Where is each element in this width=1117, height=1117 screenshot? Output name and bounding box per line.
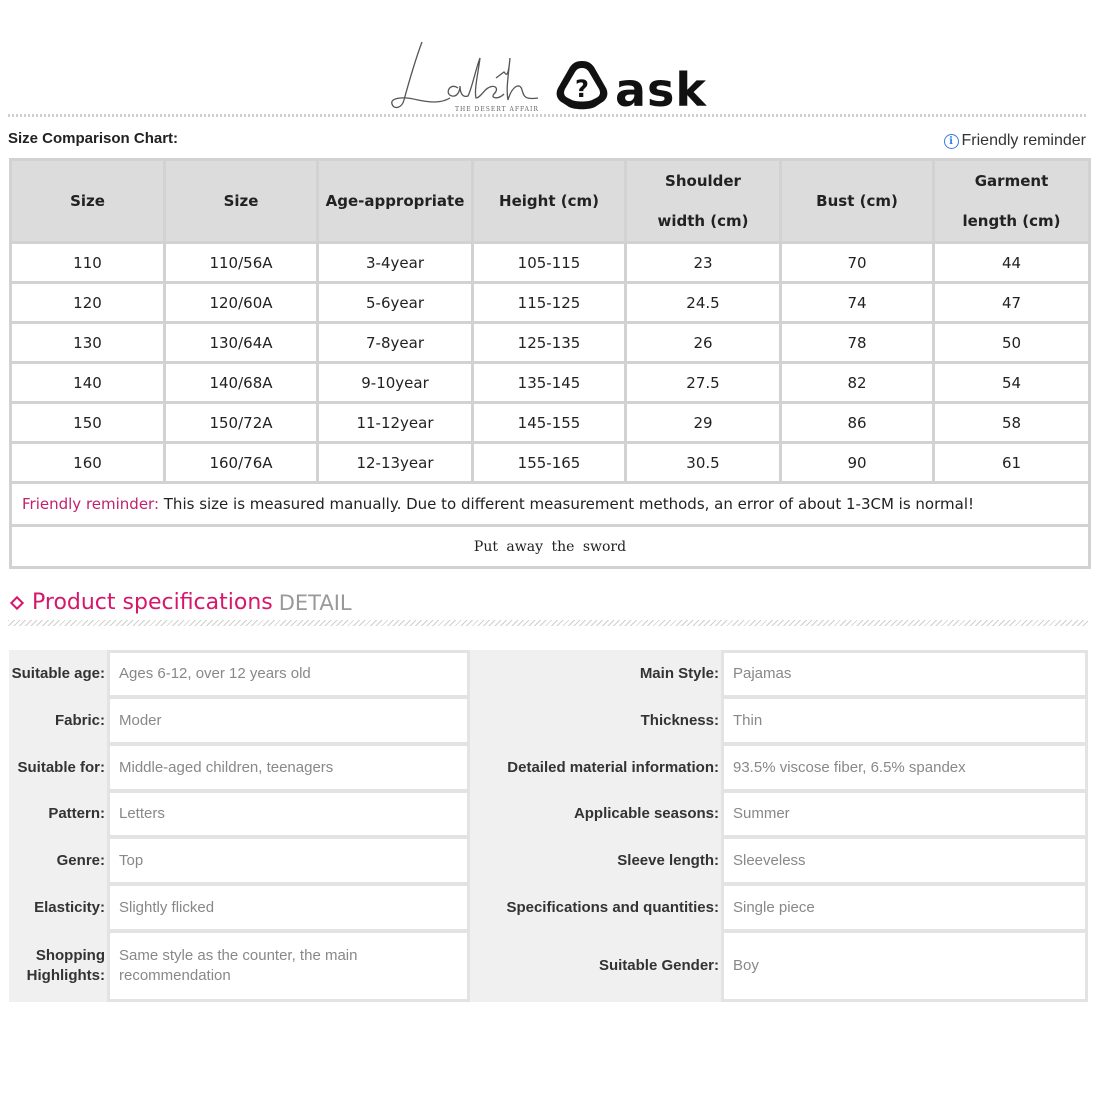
note-lead: Friendly reminder: bbox=[22, 495, 159, 513]
col-header-size: Size bbox=[11, 160, 165, 243]
spec-label: Thickness: bbox=[640, 711, 719, 729]
cell-bust: 86 bbox=[781, 403, 934, 443]
spec-label: Sleeve length: bbox=[617, 851, 719, 869]
cell-bust: 90 bbox=[781, 443, 934, 483]
cell-length: 61 bbox=[934, 443, 1090, 483]
col-header-length: Garment length (cm) bbox=[934, 160, 1090, 243]
friendly-reminder-link[interactable] bbox=[944, 132, 1086, 150]
cell-size-code: 120/60A bbox=[165, 283, 318, 323]
cell-size: 120 bbox=[11, 283, 165, 323]
spec-value: Same style as the counter, the main recommendation bbox=[107, 930, 470, 1002]
spec-label: Main Style: bbox=[639, 665, 719, 682]
info-icon: i bbox=[944, 134, 959, 149]
spec-value: Moder bbox=[107, 696, 470, 745]
spec-row bbox=[471, 883, 1088, 932]
cell-length: 54 bbox=[934, 363, 1090, 403]
spec-row bbox=[471, 743, 1088, 792]
spec-row bbox=[9, 743, 471, 792]
spec-label: Genre: bbox=[56, 851, 105, 869]
cell-size: 160 bbox=[11, 443, 165, 483]
spec-row bbox=[471, 650, 1088, 698]
cell-height: 155-165 bbox=[473, 443, 626, 483]
svg-text:?: ? bbox=[575, 75, 589, 103]
cell-size-code: 160/76A bbox=[165, 443, 318, 483]
cell-age: 3-4year bbox=[318, 243, 473, 283]
cell-height: 125-135 bbox=[473, 323, 626, 363]
measurement-note-row bbox=[11, 483, 1090, 526]
spec-row bbox=[471, 930, 1088, 1002]
spec-heading bbox=[9, 590, 352, 615]
cell-size: 110 bbox=[11, 243, 165, 283]
cell-height: 105-115 bbox=[473, 243, 626, 283]
col-header-height: Height (cm) bbox=[473, 160, 626, 243]
spec-value: Thin bbox=[721, 696, 1088, 745]
measurement-note bbox=[11, 483, 1090, 526]
table-row bbox=[11, 283, 1090, 323]
cell-bust: 78 bbox=[781, 323, 934, 363]
cell-size-code: 150/72A bbox=[165, 403, 318, 443]
diamond-icon bbox=[10, 595, 24, 609]
cell-size-code: 140/68A bbox=[165, 363, 318, 403]
spec-row bbox=[471, 836, 1088, 885]
cell-shoulder: 24.5 bbox=[626, 283, 781, 323]
spec-label: Applicable seasons: bbox=[573, 805, 719, 822]
cell-age: 9-10year bbox=[318, 363, 473, 403]
cell-age: 5-6year bbox=[318, 283, 473, 323]
cell-bust: 82 bbox=[781, 363, 934, 403]
spec-label: Detailed material information: bbox=[507, 758, 719, 776]
spec-subtitle: DETAIL bbox=[278, 590, 352, 615]
spec-label: Specifications and quantities: bbox=[506, 898, 719, 916]
cell-bust: 70 bbox=[781, 243, 934, 283]
table-row bbox=[11, 403, 1090, 443]
table-row bbox=[11, 323, 1090, 363]
cell-height: 145-155 bbox=[473, 403, 626, 443]
spec-list-right bbox=[471, 650, 1088, 1002]
cell-size: 130 bbox=[11, 323, 165, 363]
table-row bbox=[11, 443, 1090, 483]
spec-row bbox=[9, 930, 471, 1002]
spec-value: Letters bbox=[107, 790, 470, 838]
spec-label: Fabric: bbox=[54, 711, 105, 729]
cell-height: 115-125 bbox=[473, 283, 626, 323]
cell-age: 11-12year bbox=[318, 403, 473, 443]
spec-value: Summer bbox=[721, 790, 1088, 838]
cell-shoulder: 27.5 bbox=[626, 363, 781, 403]
spec-title: Product specifications bbox=[32, 590, 273, 615]
cell-shoulder: 26 bbox=[626, 323, 781, 363]
col-header-size-code: Size bbox=[165, 160, 318, 243]
note-text: This size is measured manually. Due to different measurement methods, an error of about 1-3CM is normal! bbox=[159, 495, 974, 513]
table-row bbox=[11, 243, 1090, 283]
cell-shoulder: 29 bbox=[626, 403, 781, 443]
spec-value: Slightly flicked bbox=[107, 883, 470, 932]
spec-value: Boy bbox=[721, 930, 1088, 1002]
spec-divider bbox=[8, 620, 1088, 626]
spec-value: Middle-aged children, teenagers bbox=[107, 743, 470, 792]
cell-height: 135-145 bbox=[473, 363, 626, 403]
spec-row bbox=[9, 650, 471, 698]
cell-length: 58 bbox=[934, 403, 1090, 443]
table-footer-row bbox=[11, 526, 1090, 568]
spec-value: Single piece bbox=[721, 883, 1088, 932]
spec-row bbox=[471, 696, 1088, 745]
friendly-reminder-label: Friendly reminder bbox=[961, 132, 1086, 149]
cell-shoulder: 23 bbox=[626, 243, 781, 283]
spec-row bbox=[9, 696, 471, 745]
spec-value: Ages 6-12, over 12 years old bbox=[107, 650, 470, 698]
spec-label: Suitable for: bbox=[17, 758, 105, 776]
col-header-bust: Bust (cm) bbox=[781, 160, 934, 243]
table-footer: Put away the sword bbox=[11, 526, 1090, 568]
spec-label: Shopping Highlights: bbox=[26, 947, 105, 984]
cell-shoulder: 30.5 bbox=[626, 443, 781, 483]
col-header-shoulder: Shoulder width (cm) bbox=[626, 160, 781, 243]
spec-row bbox=[9, 790, 471, 838]
cell-bust: 74 bbox=[781, 283, 934, 323]
spec-value: Top bbox=[107, 836, 470, 885]
cell-size-code: 110/56A bbox=[165, 243, 318, 283]
spec-label: Suitable age: bbox=[11, 665, 105, 682]
cell-length: 44 bbox=[934, 243, 1090, 283]
cell-length: 47 bbox=[934, 283, 1090, 323]
spec-row bbox=[9, 883, 471, 932]
cell-size: 150 bbox=[11, 403, 165, 443]
brand-tagline: THE DESERT AFFAIR bbox=[455, 106, 539, 113]
cell-age: 7-8year bbox=[318, 323, 473, 363]
size-table-header-row bbox=[11, 160, 1090, 243]
table-row bbox=[11, 363, 1090, 403]
spec-label: Elasticity: bbox=[34, 898, 105, 916]
spec-value: 93.5% viscose fiber, 6.5% spandex bbox=[721, 743, 1088, 792]
ask-logo bbox=[555, 58, 730, 113]
svg-text:ask: ask bbox=[615, 63, 708, 113]
cell-age: 12-13year bbox=[318, 443, 473, 483]
cell-size-code: 130/64A bbox=[165, 323, 318, 363]
size-table bbox=[9, 158, 1091, 569]
cell-length: 50 bbox=[934, 323, 1090, 363]
spec-label: Pattern: bbox=[48, 805, 105, 822]
brand-header bbox=[0, 30, 1117, 120]
spec-label: Suitable Gender: bbox=[598, 957, 719, 974]
spec-row bbox=[471, 790, 1088, 838]
header-divider bbox=[8, 114, 1088, 117]
spec-list-left bbox=[9, 650, 471, 1002]
size-chart-title: Size Comparison Chart: bbox=[8, 130, 179, 147]
spec-value: Sleeveless bbox=[721, 836, 1088, 885]
cell-size: 140 bbox=[11, 363, 165, 403]
col-header-age: Age-appropriate bbox=[318, 160, 473, 243]
spec-row bbox=[9, 836, 471, 885]
spec-value: Pajamas bbox=[721, 650, 1088, 698]
